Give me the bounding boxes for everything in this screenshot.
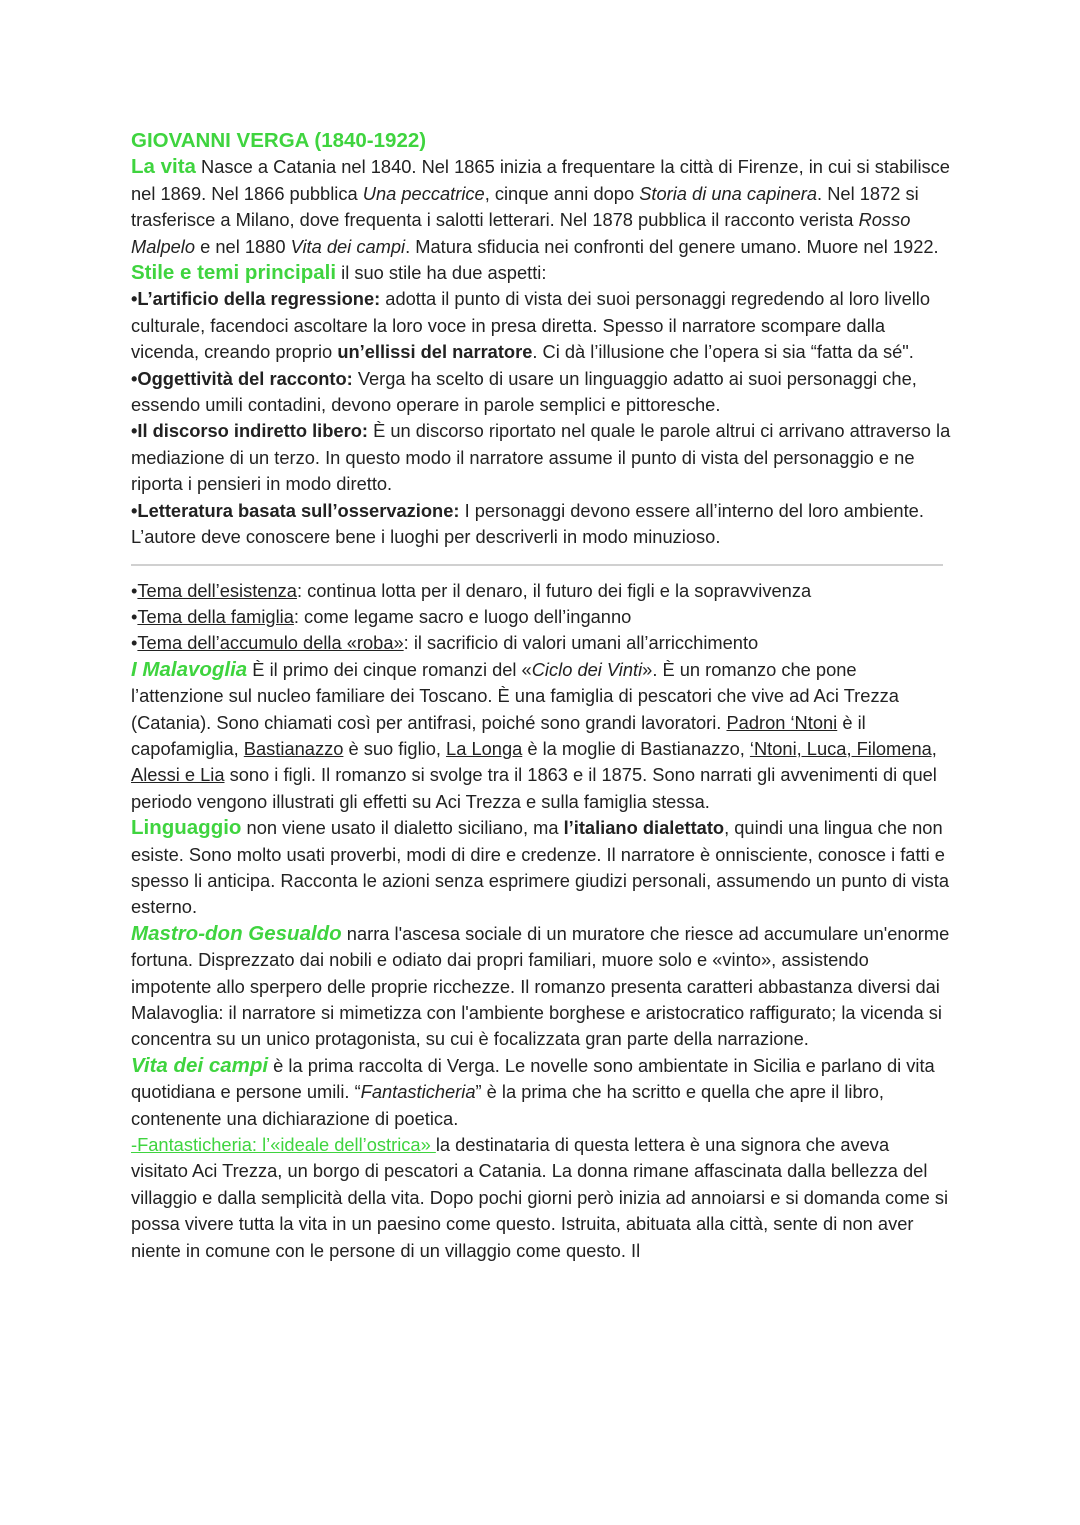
text: È un discorso riportato nel quale le parole altrui ci arrivano attraverso la mediazione di un terzo. In questo modo il narratore assume il punto di vista del personaggio e ne riporta i pensieri in modo diretto. (131, 420, 951, 495)
italic-title: Storia di una capinera (639, 182, 818, 204)
text: , cinque anni dopo (484, 182, 640, 204)
paragraph-fantasticheria (131, 1132, 951, 1264)
text: è suo figlio, (343, 737, 447, 759)
text: il suo stile ha due aspetti: (336, 262, 547, 284)
text: adotta il punto di vista dei suoi personaggi regredendo al loro livello culturale, facendoci ascoltare la loro voce in presa diretta. Spesso il narratore scompare dalla vicenda, creando proprio (131, 288, 931, 363)
text: , quindi una lingua che non esiste. Sono molto usati proverbi, modi di dire e credenze. Il narratore è onnisciente, conosce i fatti e spesso li anticipa. Racconta le azioni senza esprimere giudizi personali, assumendo un punto di vista esterno. (131, 817, 950, 918)
section-heading-malavoglia: I Malavoglia (131, 657, 248, 681)
bold-term: un’ellissi del narratore (337, 341, 533, 363)
underlined-term: Tema dell’esistenza (137, 579, 297, 601)
bullet-osservazione (131, 498, 951, 551)
text: è la moglie di Bastianazzo, (522, 737, 750, 759)
text: la destinataria di questa lettera è una signora che aveva visitato Aci Trezza, un borgo di pescatori a Catania. La donna rimane affascinata dalla bellezza del villaggio e dalla semplicità della vita. Dopo pochi giorni però inizia ad annoiarsi e si domanda come si possa vivere tutta la vita in un paesino come questo. Istruita, abituata alla città, sente di non aver niente in comune con le persone di un villaggio come questo. Il (131, 1134, 949, 1261)
paragraph-stile (131, 260, 951, 286)
bold-term: •Letteratura basata sull’osservazione: (131, 499, 460, 521)
italic-title: Vita dei campi (290, 235, 406, 257)
bold-term: l’italiano dialettato (563, 817, 725, 839)
text: ». È un romanzo che pone l’attenzione sul nucleo familiare dei Toscano. È una famiglia di pescatori che vive ad Aci Trezza (Catania). Sono chiamati così per antifrasi, poiché sono grandi lavoratori. (131, 658, 899, 733)
text: . Matura sfiducia nei confronti del genere umano. Muore nel 1922. (405, 235, 939, 257)
section-heading-vita: La vita (131, 155, 196, 179)
text: Verga ha scelto di usare un linguaggio adatto ai suoi personaggi che, essendo umili contadini, devono operare in parole semplici e pittoresche. (131, 367, 917, 416)
italic-title: Fantasticheria (360, 1081, 476, 1103)
paragraph-malavoglia (131, 657, 951, 815)
section-heading-stile: Stile e temi principali (131, 261, 337, 285)
bullet: • (131, 605, 138, 627)
text: è il capofamiglia, (131, 711, 866, 759)
text: narra l'ascesa sociale di un muratore che riesce ad accumulare un'enorme fortuna. Disprezzato dai nobili e odiato dai propri familiari, muore solo e «vinto», assistendo impotente allo sperpero delle proprie ricchezze. Il romanzo presenta caratteri abbastanza diversi dai Malavoglia: il narratore si mimetizza con l'ambiente borghese e aristocratico raffigurato; la vicenda si concentra su un unico protagonista, su cui è focalizzata gran parte della narrazione. (131, 922, 950, 1050)
underlined-term: Padron ‘Ntoni (726, 711, 838, 733)
bold-term: •Oggettività del racconto: (131, 367, 353, 389)
bullet-discorso (131, 418, 951, 497)
text: : continua lotta per il denaro, il futuro dei figli e la sopravvivenza (296, 579, 812, 601)
text: È il primo dei cinque romanzi del « (247, 658, 532, 680)
paragraph-vita (131, 154, 951, 260)
paragraph-gesualdo (131, 921, 951, 1053)
underlined-term: La Longa (446, 737, 523, 759)
document-page (131, 128, 951, 1264)
italic-title: Una peccatrice (362, 182, 485, 204)
bullet: • (131, 632, 138, 654)
title-text: GIOVANNI VERGA (1840-1922) (131, 129, 427, 152)
text: Nasce a Catania nel 1840. Nel 1865 inizia a frequentare la città di Firenze, in cui si stabilisce nel 1869. Nel 1866 pubblica (131, 156, 950, 204)
section-heading-campi: Vita dei campi (131, 1053, 269, 1077)
bullet-regressione (131, 286, 951, 365)
text: sono i figli. Il romanzo si svolge tra il 1863 e il 1875. Sono narrati gli avvenimenti di quel periodo vengono illustrati gli effetti su Aci Trezza e sulla famiglia stessa. (131, 764, 937, 812)
italic-title: Ciclo dei Vinti (531, 658, 643, 680)
section-heading-linguaggio: Linguaggio (131, 816, 242, 840)
underlined-term: Tema dell’accumulo della «roba» (137, 632, 404, 654)
section-heading-gesualdo: Mastro-don Gesualdo (131, 921, 342, 945)
bullet-oggettivita (131, 366, 951, 419)
text: e nel 1880 (195, 235, 291, 257)
section-heading-fantasticheria: -Fantasticheria: l’«ideale dell’ostrica» (131, 1134, 436, 1156)
text: : come legame sacro e luogo dell’inganno (293, 605, 632, 627)
document-title (131, 128, 951, 154)
text: . Nel 1872 si trasferisce a Milano, dove frequenta i salotti letterari. Nel 1878 pubblica il racconto verista (131, 182, 919, 231)
tema-item (131, 578, 951, 604)
underlined-term: Tema della famiglia (137, 605, 294, 627)
bold-term: •Il discorso indiretto libero: (131, 420, 368, 442)
paragraph-vita-dei-campi (131, 1053, 951, 1132)
underlined-term: ‘Ntoni, Luca, Filomena, Alessi e Lia (131, 737, 937, 786)
tema-item (131, 630, 951, 656)
underlined-term: Bastianazzo (243, 737, 344, 759)
italic-title: Rosso Malpelo (131, 209, 911, 257)
horizontal-divider (131, 564, 943, 566)
tema-item (131, 604, 951, 630)
text: : il sacrificio di valori umani all’arricchimento (403, 632, 759, 654)
bold-term: •L’artificio della regressione: (131, 288, 381, 310)
text: . Ci dà l’illusione che l’opera si sia “fatta da sé". (532, 341, 914, 363)
text: non viene usato il dialetto siciliano, ma (241, 817, 564, 839)
paragraph-linguaggio (131, 815, 951, 921)
text: è la prima raccolta di Verga. Le novelle sono ambientate in Sicilia e parlano di vita quotidiana e persone umili. “ (131, 1054, 935, 1103)
text: ” è la prima che ha scritto e quella che apre il libro, contenente una dichiarazione di poetica. (131, 1081, 884, 1129)
text: I personaggi devono essere all’interno del loro ambiente. L’autore deve conoscere bene i luoghi per descriverli in modo minuzioso. (131, 499, 924, 548)
bullet: • (131, 579, 138, 601)
